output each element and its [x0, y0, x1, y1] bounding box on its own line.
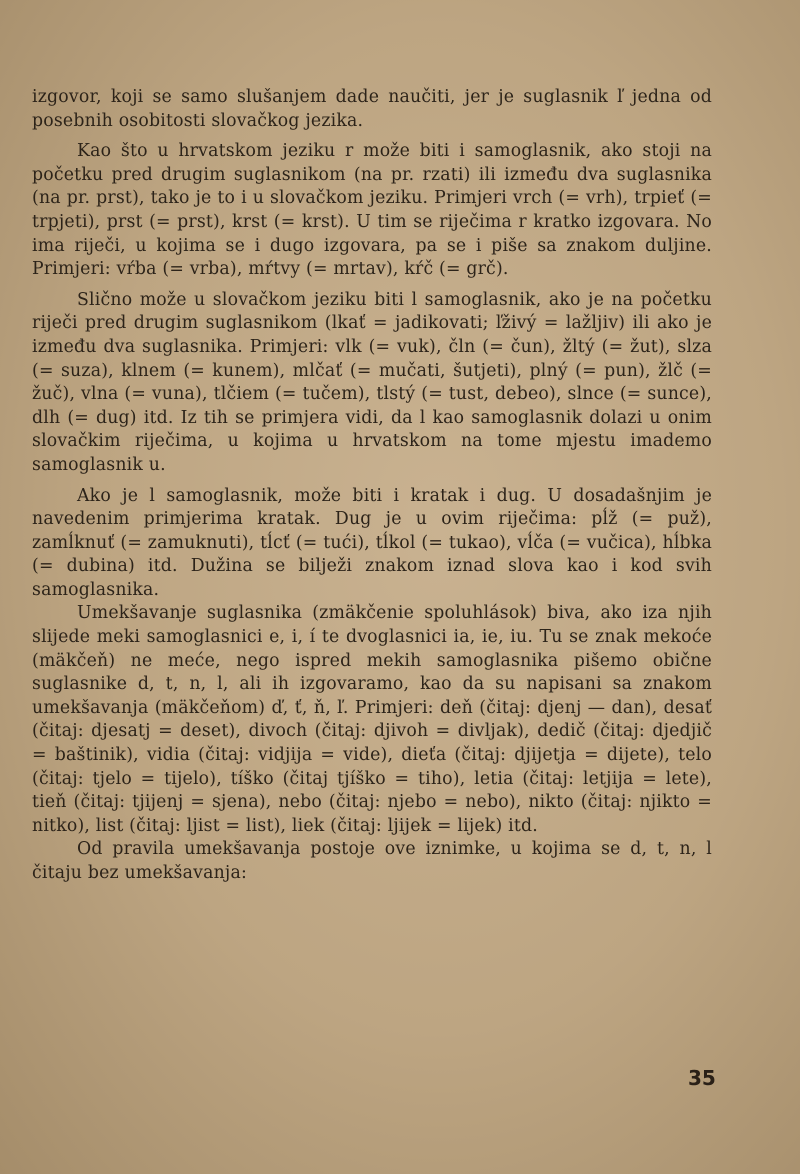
paragraph-3: Slično može u slovačkom jeziku biti l samoglasnik, ako je na početku riječi pred drugim suglasnikom (lkať = jadikovati; ľživý = lažljiv) ili ako je između dva suglasnika. Primjeri: vlk (= vuk), čln (= čun), žltý (= žut), slza (= suza), klnem (= kunem), mlčať (= mučati, šutjeti), plný (= pun), žlč (= žuč), vlna (= vuna), tlčiem (= tučem), tlstý (= tust, debeo), slnce (= sunce), dlh (= dug) itd. Iz tih se primjera vidi, da l kao samoglasnik dolazi u onim slovačkim riječima, u kojima u hrvatskom na tome mjestu imademo samoglasnik u. — [32, 289, 712, 475]
text-column — [32, 86, 712, 886]
paragraph-1: izgovor, koji se samo slušanjem dade naučiti, jer je suglasnik ľ jedna od posebnih osobitosti slovačkog jezika. — [32, 87, 712, 131]
paragraph-2: Kao što u hrvatskom jeziku r može biti i samoglasnik, ako stoji na početku pred drugim suglasnikom (na pr. rzati) ili između dva suglasnika (na pr. prst), tako je to i u slovačkom jeziku. Primjeri vrch (= vrh), trpieť (= trpjeti), prst (= prst), krst (= krst). U tim se riječima r kratko izgovara. No ima riječi, u kojima se i dugo izgovara, pa se i piše sa znakom duljine. Primjeri: vŕba (= vrba), mŕtvy (= mrtav), kŕč (= grč). — [32, 141, 712, 280]
paragraph-5: Umekšavanje suglasnika (zmäkčenie spoluhlások) biva, ako iza njih slijede meki samoglasnici e, i, í te dvoglasnici ia, ie, iu. Tu se znak mekoće (mäkčeň) ne meće, nego ispred mekih samoglasnika pišemo obične suglasnike d, t, n, l, ali ih izgovaramo, kao da su napisani sa znakom umekšavanja (mäkčeňom) ď, ť, ň, ľ. Primjeri: deň (čitaj: djenj — dan), desať (čitaj: djesatj = deset), divoch (čitaj: djivoh = divljak), dedič (čitaj: djedjič = baštinik), vidia (čitaj: vidjija = vide), dieťa (čitaj: djijetja = dijete), telo (čitaj: tjelo = tijelo), tíško (čitaj tjíško = tiho), letia (čitaj: letjija = lete), tieň (čitaj: tjijenj = sjena), nebo (čitaj: njebo = nebo), nikto (čitaj: njikto = nitko), list (čitaj: ljist = list), liek (čitaj: ljijek = lijek) itd. — [32, 603, 712, 836]
paragraph-6: Od pravila umekšavanja postoje ove iznimke, u kojima se d, t, n, l čitaju bez umekšavanja: — [32, 839, 712, 883]
page-number: 35 — [688, 1066, 716, 1090]
paragraph-4: Ako je l samoglasnik, može biti i kratak i dug. U dosadašnjim je navedenim primjerima kratak. Dug je u ovim riječima: pĺž (= puž), zamĺknuť (= zamuknuti), tĺcť (= tući), tĺkol (= tukao), vĺča (= vučica), hĺbka (= dubina) itd. Dužina se bilježi znakom iznad slova kao i kod svih samoglasnika. — [32, 485, 712, 600]
